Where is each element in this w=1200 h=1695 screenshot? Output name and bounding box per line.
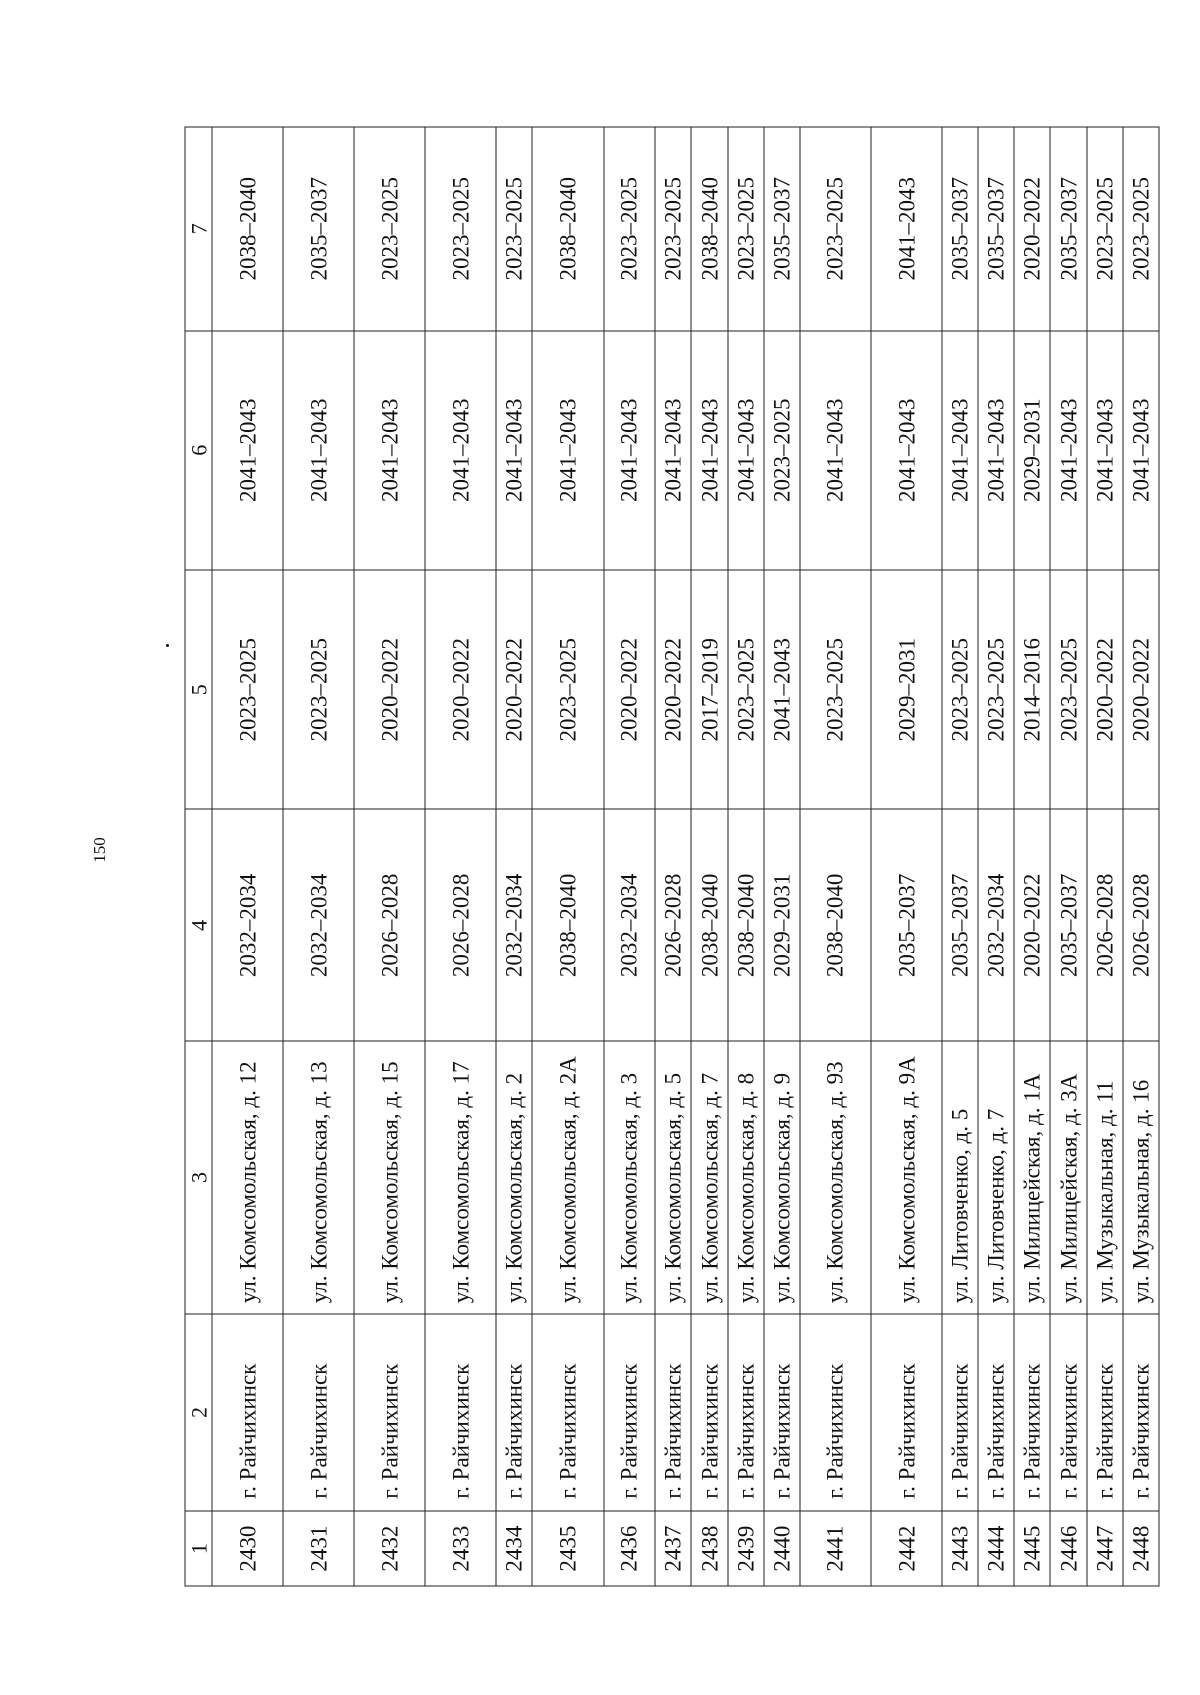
table-row xyxy=(764,127,800,1586)
cell-col-4: 2026–2028 xyxy=(1123,809,1159,1041)
cell-col-5: 2020–2022 xyxy=(496,569,532,808)
cell-col-6: 2029–2031 xyxy=(1014,330,1050,569)
cell-address: ул. Комсомольская, д. 8 xyxy=(728,1041,764,1313)
cell-city: г. Райчихинск xyxy=(1087,1313,1123,1511)
cell-col-5: 2029–2031 xyxy=(871,569,942,808)
table-row xyxy=(978,127,1014,1586)
cell-address: ул. Комсомольская, д. 5 xyxy=(655,1041,691,1313)
header-col-6: 6 xyxy=(185,330,212,569)
cell-col-5: 2023–2025 xyxy=(212,569,283,808)
cell-city: г. Райчихинск xyxy=(691,1313,727,1511)
table-row xyxy=(655,127,691,1586)
cell-address: ул. Комсомольская, д. 9 xyxy=(764,1041,800,1313)
cell-number: 2445 xyxy=(1014,1511,1050,1586)
schedule-table-wrapper xyxy=(185,126,1160,1586)
cell-col-5: 2020–2022 xyxy=(354,569,425,808)
cell-col-4: 2038–2040 xyxy=(532,809,603,1041)
cell-city: г. Райчихинск xyxy=(354,1313,425,1511)
cell-col-6: 2041–2043 xyxy=(1087,330,1123,569)
table-row xyxy=(1014,127,1050,1586)
cell-city: г. Райчихинск xyxy=(655,1313,691,1511)
header-col-2: 2 xyxy=(185,1313,212,1511)
cell-col-7: 2023–2025 xyxy=(1087,127,1123,331)
table-row xyxy=(532,127,603,1586)
cell-col-6: 2041–2043 xyxy=(496,330,532,569)
header-col-1: 1 xyxy=(185,1511,212,1586)
cell-number: 2444 xyxy=(978,1511,1014,1586)
cell-col-4: 2026–2028 xyxy=(354,809,425,1041)
cell-col-4: 2020–2022 xyxy=(1014,809,1050,1041)
cell-city: г. Райчихинск xyxy=(1014,1313,1050,1511)
cell-number: 2432 xyxy=(354,1511,425,1586)
cell-col-6: 2041–2043 xyxy=(604,330,656,569)
cell-city: г. Райчихинск xyxy=(728,1313,764,1511)
cell-col-7: 2038–2040 xyxy=(532,127,603,331)
cell-address: ул. Комсомольская, д. 7 xyxy=(691,1041,727,1313)
cell-address: ул. Комсомольская, д. 9А xyxy=(871,1041,942,1313)
cell-address: ул. Комсомольская, д. 12 xyxy=(212,1041,283,1313)
cell-col-4: 2032–2034 xyxy=(212,809,283,1041)
page-number: 150 xyxy=(90,837,109,863)
cell-col-6: 2023–2025 xyxy=(764,330,800,569)
cell-city: г. Райчихинск xyxy=(1050,1313,1086,1511)
cell-col-7: 2023–2025 xyxy=(354,127,425,331)
cell-city: г. Райчихинск xyxy=(283,1313,354,1511)
cell-number: 2439 xyxy=(728,1511,764,1586)
cell-col-7: 2020–2022 xyxy=(1014,127,1050,331)
cell-col-6: 2041–2043 xyxy=(728,330,764,569)
table-row xyxy=(728,127,764,1586)
cell-col-5: 2041–2043 xyxy=(764,569,800,808)
cell-col-7: 2023–2025 xyxy=(496,127,532,331)
cell-city: г. Райчихинск xyxy=(871,1313,942,1511)
cell-address: ул. Комсомольская, д. 17 xyxy=(425,1041,496,1313)
cell-number: 2443 xyxy=(942,1511,978,1586)
cell-number: 2431 xyxy=(283,1511,354,1586)
cell-col-5: 2020–2022 xyxy=(604,569,656,808)
schedule-table xyxy=(185,126,1160,1586)
cell-col-4: 2038–2040 xyxy=(800,809,871,1041)
cell-col-5: 2020–2022 xyxy=(425,569,496,808)
cell-col-4: 2026–2028 xyxy=(655,809,691,1041)
cell-col-7: 2023–2025 xyxy=(655,127,691,331)
cell-number: 2447 xyxy=(1087,1511,1123,1586)
cell-number: 2441 xyxy=(800,1511,871,1586)
cell-col-7: 2038–2040 xyxy=(691,127,727,331)
cell-col-4: 2038–2040 xyxy=(728,809,764,1041)
cell-col-7: 2038–2040 xyxy=(212,127,283,331)
cell-number: 2440 xyxy=(764,1511,800,1586)
cell-col-5: 2020–2022 xyxy=(1087,569,1123,808)
cell-number: 2437 xyxy=(655,1511,691,1586)
cell-col-7: 2035–2037 xyxy=(942,127,978,331)
cell-number: 2438 xyxy=(691,1511,727,1586)
table-row xyxy=(1087,127,1123,1586)
cell-col-4: 2035–2037 xyxy=(1050,809,1086,1041)
cell-col-5: 2023–2025 xyxy=(1050,569,1086,808)
cell-col-6: 2041–2043 xyxy=(283,330,354,569)
cell-address: ул. Комсомольская, д. 13 xyxy=(283,1041,354,1313)
cell-city: г. Райчихинск xyxy=(978,1313,1014,1511)
table-row xyxy=(691,127,727,1586)
table-row xyxy=(212,127,283,1586)
header-col-3: 3 xyxy=(185,1041,212,1313)
cell-col-7: 2035–2037 xyxy=(978,127,1014,331)
cell-city: г. Райчихинск xyxy=(800,1313,871,1511)
cell-col-7: 2035–2037 xyxy=(764,127,800,331)
scan-dot xyxy=(166,644,169,647)
cell-col-5: 2017–2019 xyxy=(691,569,727,808)
cell-col-4: 2029–2031 xyxy=(764,809,800,1041)
cell-col-4: 2032–2034 xyxy=(283,809,354,1041)
cell-number: 2433 xyxy=(425,1511,496,1586)
cell-col-6: 2041–2043 xyxy=(532,330,603,569)
cell-address: ул. Милицейская, д. 3А xyxy=(1050,1041,1086,1313)
cell-col-5: 2020–2022 xyxy=(1123,569,1159,808)
cell-col-5: 2023–2025 xyxy=(283,569,354,808)
cell-col-4: 2038–2040 xyxy=(691,809,727,1041)
cell-col-6: 2041–2043 xyxy=(942,330,978,569)
cell-col-6: 2041–2043 xyxy=(978,330,1014,569)
table-row xyxy=(1123,127,1159,1586)
table-row xyxy=(496,127,532,1586)
cell-col-6: 2041–2043 xyxy=(212,330,283,569)
cell-col-4: 2032–2034 xyxy=(496,809,532,1041)
cell-col-7: 2041–2043 xyxy=(871,127,942,331)
cell-address: ул. Комсомольская, д. 2А xyxy=(532,1041,603,1313)
cell-city: г. Райчихинск xyxy=(496,1313,532,1511)
cell-col-5: 2023–2025 xyxy=(942,569,978,808)
table-row xyxy=(604,127,656,1586)
table-row xyxy=(354,127,425,1586)
cell-col-7: 2023–2025 xyxy=(728,127,764,331)
cell-number: 2446 xyxy=(1050,1511,1086,1586)
header-col-7: 7 xyxy=(185,127,212,331)
cell-col-5: 2014–2016 xyxy=(1014,569,1050,808)
cell-col-5: 2023–2025 xyxy=(532,569,603,808)
cell-col-6: 2041–2043 xyxy=(1123,330,1159,569)
cell-address: ул. Музыкальная, д. 16 xyxy=(1123,1041,1159,1313)
cell-col-4: 2035–2037 xyxy=(942,809,978,1041)
cell-address: ул. Комсомольская, д. 15 xyxy=(354,1041,425,1313)
cell-col-7: 2023–2025 xyxy=(800,127,871,331)
table-row xyxy=(425,127,496,1586)
cell-number: 2436 xyxy=(604,1511,656,1586)
header-col-4: 4 xyxy=(185,809,212,1041)
cell-col-4: 2032–2034 xyxy=(604,809,656,1041)
cell-city: г. Райчихинск xyxy=(604,1313,656,1511)
cell-city: г. Райчихинск xyxy=(1123,1313,1159,1511)
cell-address: ул. Милицейская, д. 1А xyxy=(1014,1041,1050,1313)
table-row xyxy=(1050,127,1086,1586)
cell-address: ул. Комсомольская, д. 2 xyxy=(496,1041,532,1313)
cell-col-6: 2041–2043 xyxy=(1050,330,1086,569)
cell-city: г. Райчихинск xyxy=(942,1313,978,1511)
cell-col-7: 2035–2037 xyxy=(1050,127,1086,331)
cell-col-7: 2023–2025 xyxy=(604,127,656,331)
cell-col-4: 2032–2034 xyxy=(978,809,1014,1041)
cell-address: ул. Музыкальная, д. 11 xyxy=(1087,1041,1123,1313)
cell-col-6: 2041–2043 xyxy=(800,330,871,569)
cell-col-7: 2023–2025 xyxy=(425,127,496,331)
header-row xyxy=(185,127,212,1586)
cell-col-4: 2026–2028 xyxy=(425,809,496,1041)
cell-col-5: 2020–2022 xyxy=(655,569,691,808)
cell-col-4: 2035–2037 xyxy=(871,809,942,1041)
cell-number: 2435 xyxy=(532,1511,603,1586)
cell-number: 2434 xyxy=(496,1511,532,1586)
cell-col-7: 2023–2025 xyxy=(1123,127,1159,331)
cell-number: 2448 xyxy=(1123,1511,1159,1586)
table-row xyxy=(871,127,942,1586)
cell-col-5: 2023–2025 xyxy=(978,569,1014,808)
cell-address: ул. Комсомольская, д. 93 xyxy=(800,1041,871,1313)
cell-col-4: 2026–2028 xyxy=(1087,809,1123,1041)
cell-col-6: 2041–2043 xyxy=(425,330,496,569)
table-row xyxy=(283,127,354,1586)
cell-address: ул. Литовченко, д. 7 xyxy=(978,1041,1014,1313)
cell-city: г. Райчихинск xyxy=(212,1313,283,1511)
cell-address: ул. Комсомольская, д. 3 xyxy=(604,1041,656,1313)
cell-col-6: 2041–2043 xyxy=(691,330,727,569)
cell-number: 2430 xyxy=(212,1511,283,1586)
cell-col-5: 2023–2025 xyxy=(728,569,764,808)
cell-city: г. Райчихинск xyxy=(425,1313,496,1511)
table-row xyxy=(800,127,871,1586)
cell-col-6: 2041–2043 xyxy=(871,330,942,569)
cell-address: ул. Литовченко, д. 5 xyxy=(942,1041,978,1313)
cell-city: г. Райчихинск xyxy=(764,1313,800,1511)
cell-city: г. Райчихинск xyxy=(532,1313,603,1511)
cell-number: 2442 xyxy=(871,1511,942,1586)
table-row xyxy=(942,127,978,1586)
cell-col-7: 2035–2037 xyxy=(283,127,354,331)
cell-col-6: 2041–2043 xyxy=(655,330,691,569)
header-col-5: 5 xyxy=(185,569,212,808)
cell-col-6: 2041–2043 xyxy=(354,330,425,569)
cell-col-5: 2023–2025 xyxy=(800,569,871,808)
